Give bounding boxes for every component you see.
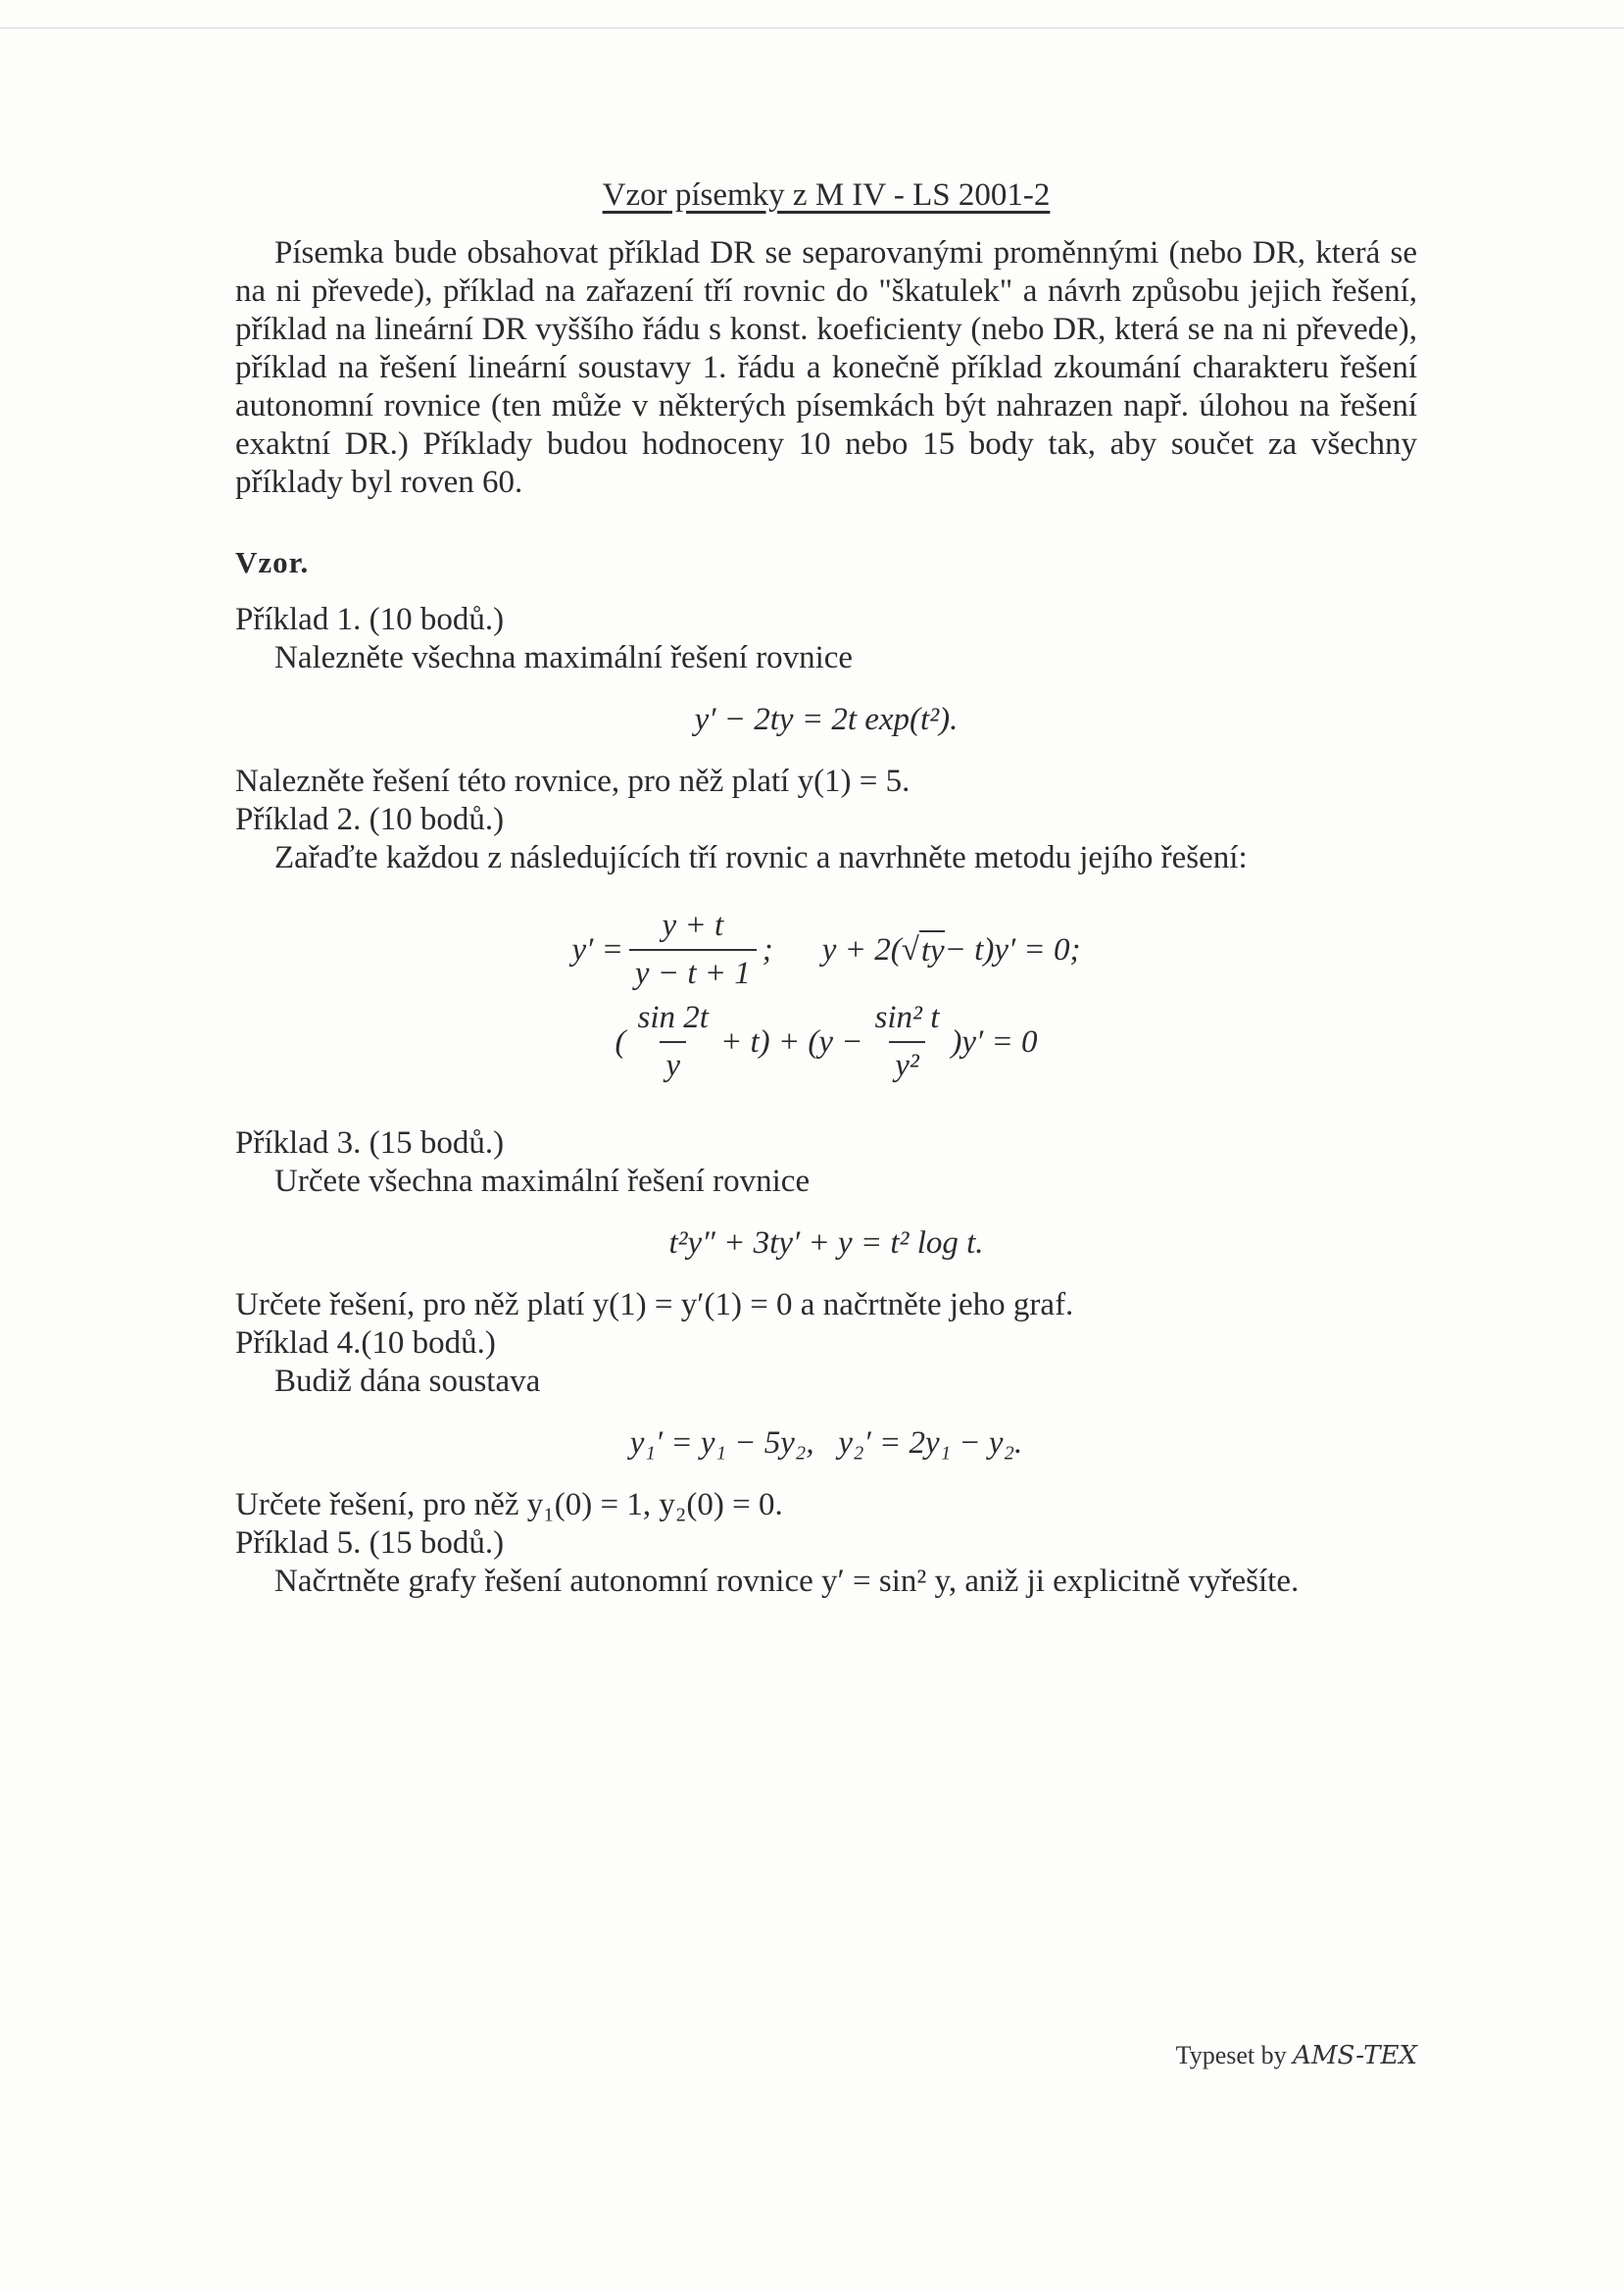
example-3-followup: Určete řešení, pro něž platí y(1) = y′(1) = 0 a načrtněte jeho graf. — [235, 1287, 1074, 1322]
example-4-task: Budiž dána soustava — [274, 1364, 541, 1399]
example-2-equations — [235, 907, 1417, 1085]
example-4 — [235, 1324, 1417, 1524]
eq-b-prefix: y + 2( — [821, 931, 902, 968]
eq-a-denominator: y − t + 1 — [629, 949, 757, 993]
example-3 — [235, 1124, 1417, 1324]
example-2-eq-row-2 — [235, 999, 1417, 1085]
eq-a-fraction — [629, 907, 757, 993]
ams-tex-logo: AMS-TEX — [1293, 2041, 1417, 2070]
example-3-task: Určete všechna maximální řešení rovnice — [274, 1164, 811, 1199]
example-2-heading: Příklad 2. (10 bodů.) — [235, 802, 505, 837]
document-title: Vzor písemky z M IV - LS 2001-2 — [602, 177, 1051, 213]
page-top-edge — [0, 27, 1624, 28]
example-5-heading: Příklad 5. (15 bodů.) — [235, 1525, 505, 1561]
example-3-equation: t²y″ + 3ty′ + y = t² log t. — [668, 1225, 984, 1261]
eq-c-fraction-2 — [869, 999, 946, 1085]
example-5-task: Načrtněte grafy řešení autonomní rovnice y′ = sin² y, aniž ji explicitně vyřešíte. — [274, 1564, 1300, 1599]
example-4-heading: Příklad 4.(10 bodů.) — [235, 1325, 496, 1361]
example-2-eq-row-1 — [235, 907, 1417, 993]
eq-a-numerator: y + t — [662, 908, 724, 943]
example-5 — [235, 1524, 1417, 1601]
intro-paragraph: Písemka bude obsahovat příklad DR se separovanými proměnnými (nebo DR, která se na ni převede), příklad na zařazení tří rovnic do "škatulek" a návrh způsobu jejich řešení, příklad na lineární DR vyššího řádu s konst. koeficienty (nebo DR, která se na ni převede), příklad na řešení lineární soustavy 1. řádu a konečně příklad zkoumání charakteru řešení autonomní rovnice (ten může v některých písemkách být nahrazen např. úlohou na řešení exaktní DR.) Příklady budou hodnoceny 10 nebo 15 body tak, aby součet za všechny příklady byl roven 60. — [235, 235, 1417, 500]
eq-b-radicand: ty — [919, 930, 945, 971]
eq-a-lhs: y′ = — [571, 931, 623, 968]
eq-c-fraction-1 — [632, 999, 714, 1085]
eq-c-middle: + t) + (y − — [719, 1023, 863, 1060]
eq-c-end: )y′ = 0 — [951, 1023, 1038, 1060]
example-4-equation: y₁′ = y₁ − 5y₂, y₂′ = 2y₁ − y₂. — [629, 1425, 1023, 1461]
eq-c-open: ( — [615, 1023, 626, 1060]
example-1-equation: y′ − 2ty = 2t exp(t²). — [694, 702, 959, 737]
example-1-heading: Příklad 1. (10 bodů.) — [235, 602, 505, 637]
example-3-heading: Příklad 3. (15 bodů.) — [235, 1125, 505, 1161]
example-2-task: Zařaďte každou z následujících tří rovnic a navrhněte metodu jejího řešení: — [274, 840, 1248, 875]
footer-prefix: Typeset by — [1175, 2041, 1294, 2069]
document-page — [235, 176, 1417, 1601]
example-1-followup: Nalezněte řešení této rovnice, pro něž platí y(1) = 5. — [235, 764, 910, 799]
example-4-followup: Určete řešení, pro něž y₁(0) = 1, y₂(0) = 0. — [235, 1487, 783, 1522]
example-1-task: Nalezněte všechna maximální řešení rovnice — [274, 640, 854, 675]
typeset-footer — [1078, 2041, 1417, 2070]
eq-a-separator: ; — [762, 931, 773, 968]
eq-c-numerator-1: sin 2t — [637, 1000, 709, 1035]
example-2 — [235, 801, 1417, 1085]
sqrt-sign: √ — [901, 931, 919, 968]
eq-b-suffix: − t)y′ = 0; — [944, 931, 1081, 968]
eq-c-denominator-2: y² — [889, 1041, 925, 1085]
eq-c-denominator-1: y — [660, 1041, 686, 1085]
eq-c-numerator-2: sin² t — [874, 1000, 940, 1035]
example-1 — [235, 601, 1417, 801]
vzor-heading: Vzor. — [235, 545, 310, 579]
